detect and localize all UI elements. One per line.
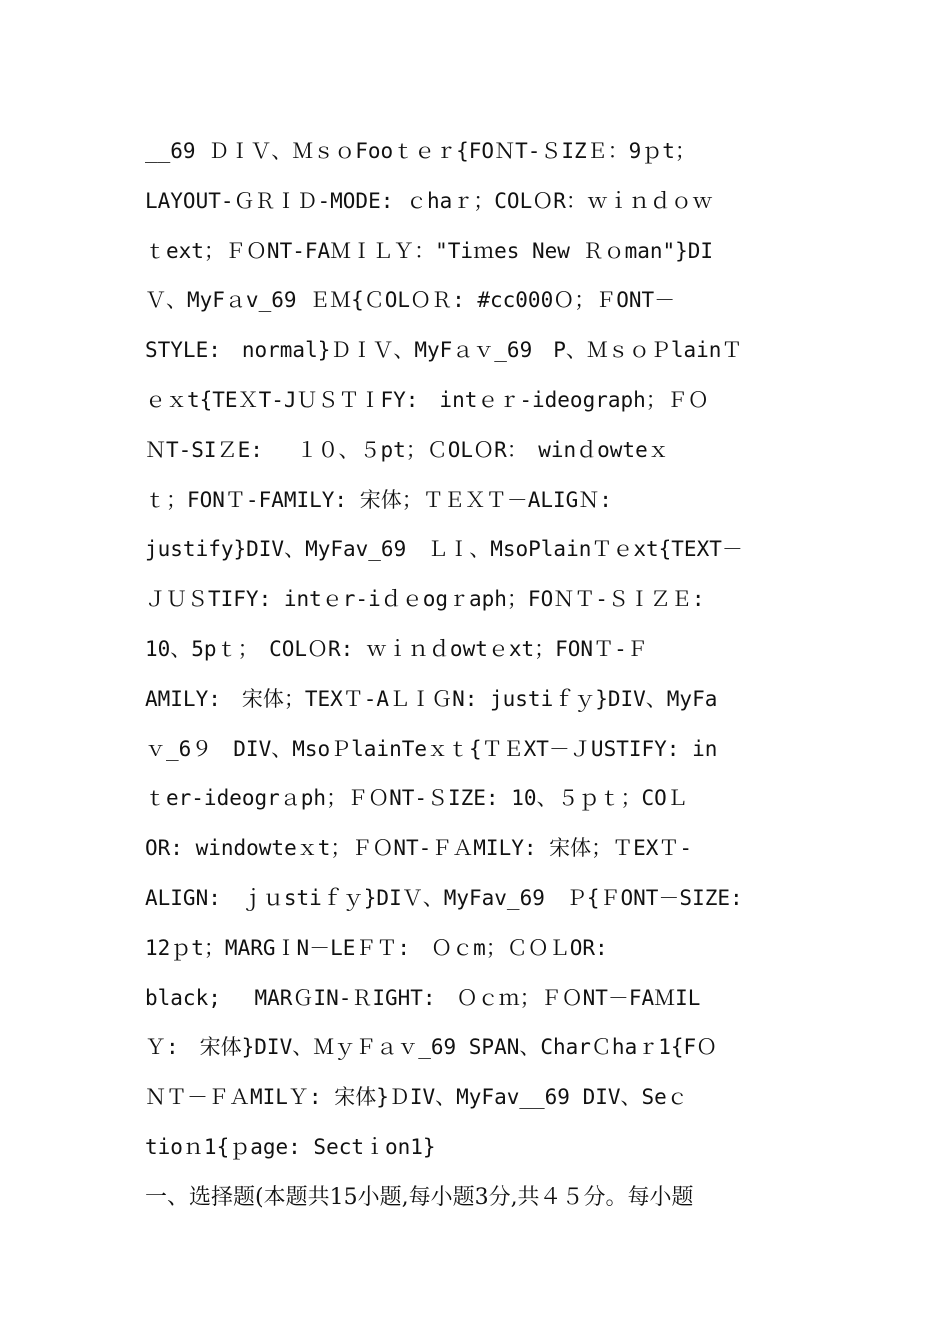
text-line: Ｖ、MyFａv_69 ＥＭ{ＣOLＯＲ: #cc000Ｏ；ＦONT－ — [145, 288, 676, 313]
text-line: OR: windowteｘt；ＦＯNT-ＦＡMILY: 宋体；ＴEXＴ- — [145, 836, 693, 861]
text-line: ＮＴ－ＦＡMILＹ: 宋体}ＤIV、MyFav__69 DIV、Seｃ — [145, 1085, 688, 1110]
text-line: LAYOUT-ＧＲＩＤ-MODE: ｃhaｒ；COLＯR：ｗｉｎｄｏｗ — [145, 188, 713, 213]
text-line: ｔ；FONＴ-FAMILY: 宋体；ＴＥＸＴ－ALIGＮ: — [145, 487, 612, 512]
text-line: ALIGN: ｊｕstiｆｙ}DIＶ、MyFav_69 Ｐ{ＦONT－SIZE: — [145, 885, 743, 910]
text-line: tioｎ1{ｐage: Sectｉon1} — [145, 1134, 436, 1159]
text-line: __69 ＤＩＶ、ＭｓｏFooｔｅｒ{FOＮT-ＳIZＥ：9ｐt； — [145, 139, 696, 163]
text-line: ＮT-SIＺE: １０、５pt；ＣOLＯR： winｄowteｘ — [145, 437, 669, 462]
text-line: ｔext；ＦＯNT-FAＭＩＬＹ："Tiｍes New Ｒｏman"}DI — [145, 238, 714, 263]
text-line: Ｙ: 宋体}DIV、ＭｙＦａｖ_69 SPAN、CharＣhaｒ1{FＯ — [145, 1035, 718, 1060]
text-line: 12ｐt；MARGＩN－LEＦＴ: Ｏｃm；ＣＯＬOR: — [145, 935, 608, 960]
text-line: ＪＵＳTIFY: intｅr-iｄｅogｒaph；FOＮＴ-ＳＩＺＥ: — [145, 587, 705, 612]
text-line: black; MARＧIN-ＲIGHT: Ｏｃｍ；ＦＯNT－FAＭIL — [145, 985, 701, 1010]
text-line: justify}DIV、MyFav_69 ＬＩ、MsoPlainＴｅxt{TEXT－ — [145, 537, 743, 562]
text-line: AMILY: 宋体；TEXＴ-AＬＩＧN: justiｆｙ}DIV、MyFa — [145, 686, 718, 711]
text-line: 10、5pｔ； COLＯR: ｗｉｎｄowtｅxt；FONＴ-Ｆ — [145, 636, 648, 661]
text-line: STYLE: normal}ＤＩＶ、MyFａｖ_69 P、ＭｓｏＰlainＴ — [145, 338, 743, 363]
text-line: ｖ_6９ DIV、MsoＰlainTeｘｔ{ＴＥXT－ＪUSTIFY: in — [145, 736, 718, 761]
document-body — [145, 127, 815, 1223]
section-heading: 一、选择题(本题共15小题,每小题3分,共４５分。每小题 — [145, 1184, 694, 1210]
text-line: ｔer-ideogrａph；ＦＯNT-ＳIZE: 10、５ｐｔ；COＬ — [145, 786, 688, 811]
text-line: ｅｘt{TEＸT-JＵＳＴＩFY: intｅｒ-ideograph；ＦＯ — [145, 387, 709, 412]
